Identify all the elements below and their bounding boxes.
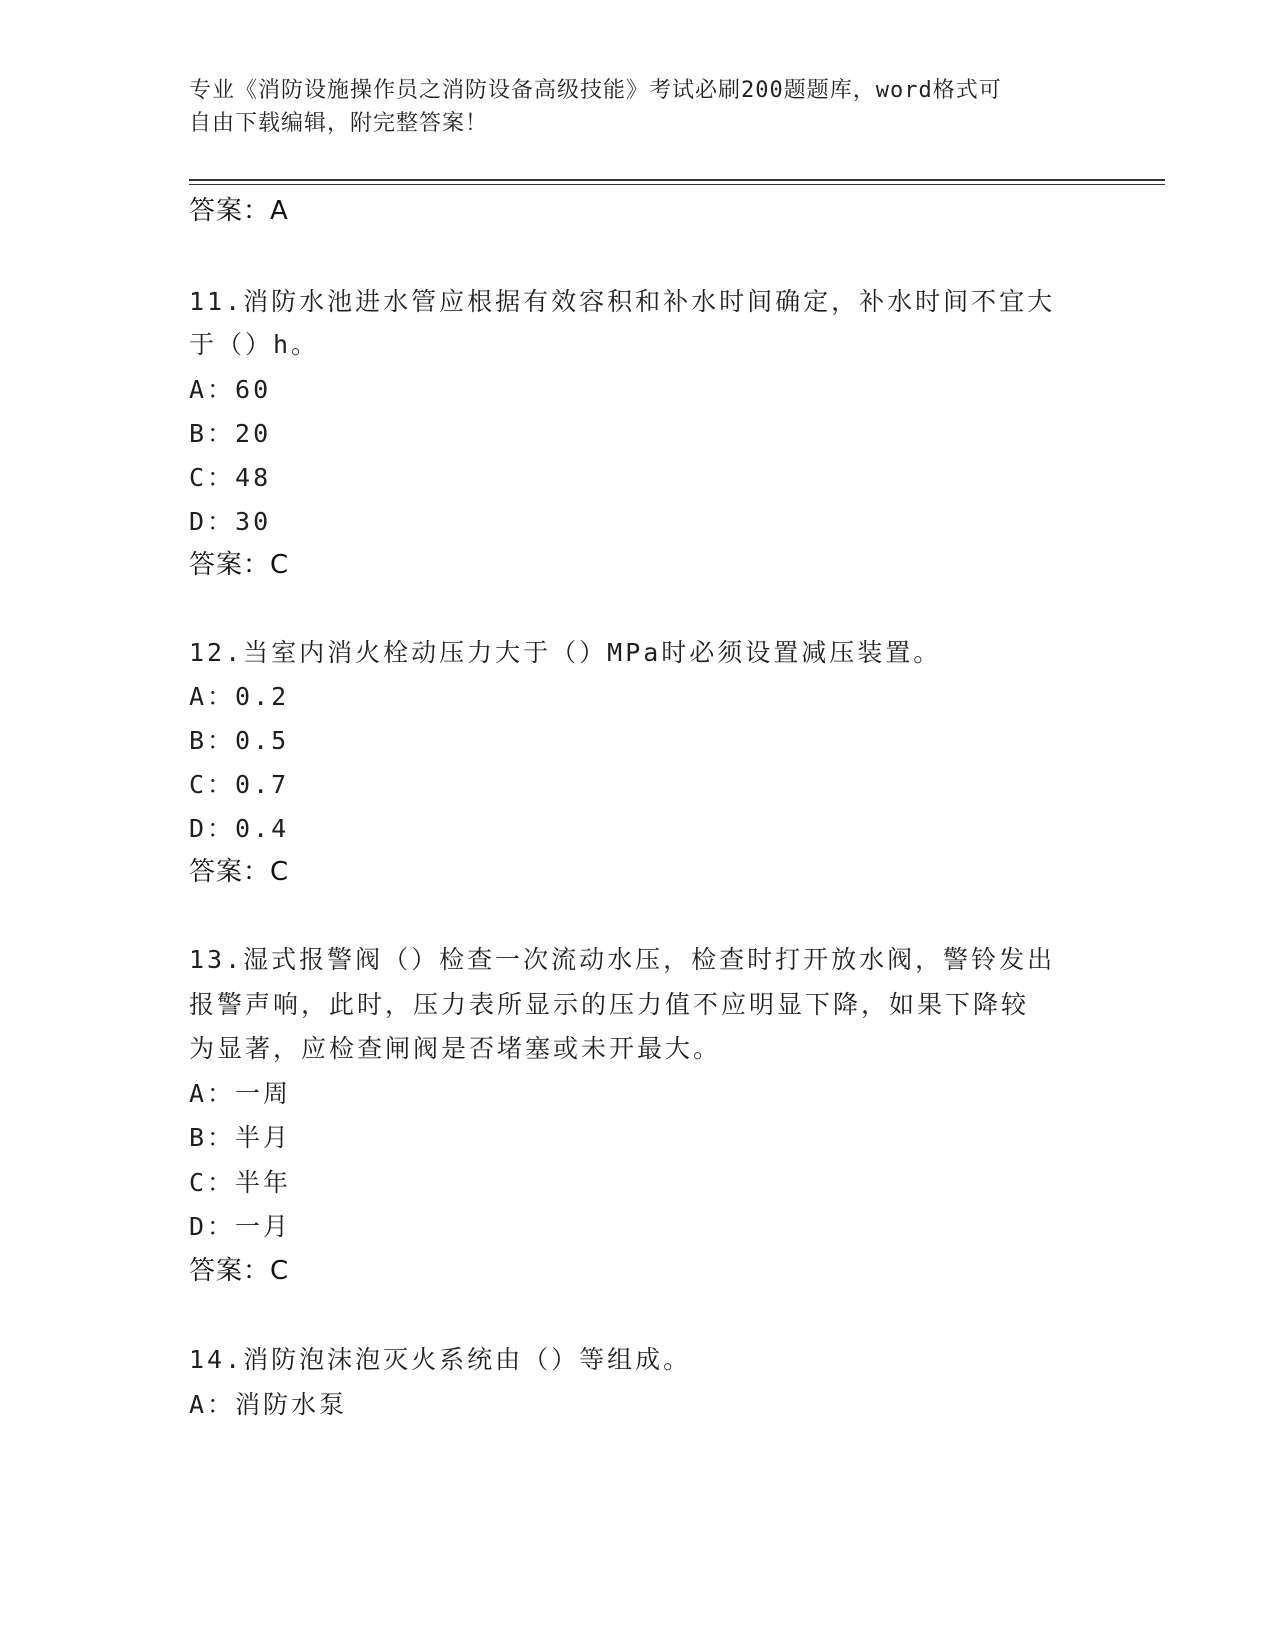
option-a: A：0.2	[189, 682, 290, 711]
option-b: B：半月	[189, 1123, 292, 1152]
option-d: D：30	[189, 507, 272, 536]
option-d: D：一月	[189, 1212, 292, 1241]
answer-line: 答案：C	[189, 550, 290, 580]
option-a: A：一周	[189, 1079, 292, 1108]
header-rule-thick	[189, 179, 1165, 181]
option-a: A：消防水泵	[189, 1390, 348, 1419]
document-header	[189, 74, 1069, 140]
answer-prev: 答案：A	[189, 196, 289, 226]
question-stem-line: 13.湿式报警阀（）检查一次流动水压，检查时打开放水阀，警铃发出	[189, 945, 1056, 974]
question-stem-line: 11.消防水池进水管应根据有效容积和补水时间确定，补水时间不宜大	[189, 287, 1056, 316]
question-stem-line: 14.消防泡沫泡灭火系统由（）等组成。	[189, 1345, 692, 1374]
question-stem-line: 报警声响，此时，压力表所显示的压力值不应明显下降，如果下降较	[189, 990, 1030, 1019]
option-a: A：60	[189, 375, 272, 404]
option-d: D：0.4	[189, 814, 290, 843]
question-stem-line: 于（）h。	[189, 330, 320, 359]
option-b: B：0.5	[189, 726, 290, 755]
answer-line: 答案：C	[189, 857, 290, 887]
question-stem-line: 12.当室内消火栓动压力大于（）MPa时必须设置减压装置。	[189, 638, 942, 667]
option-c: C：半年	[189, 1168, 292, 1197]
answer-line: 答案：C	[189, 1256, 290, 1286]
option-b: B：20	[189, 419, 272, 448]
header-rule-thin	[189, 184, 1165, 185]
option-c: C：48	[189, 463, 272, 492]
question-stem-line: 为显著，应检查闸阀是否堵塞或未开最大。	[189, 1034, 722, 1063]
header-line-1: 专业《消防设施操作员之消防设备高级技能》考试必刷200题题库，word格式可	[189, 78, 1002, 103]
option-c: C：0.7	[189, 770, 290, 799]
header-line-2: 自由下载编辑，附完整答案！	[189, 111, 489, 136]
